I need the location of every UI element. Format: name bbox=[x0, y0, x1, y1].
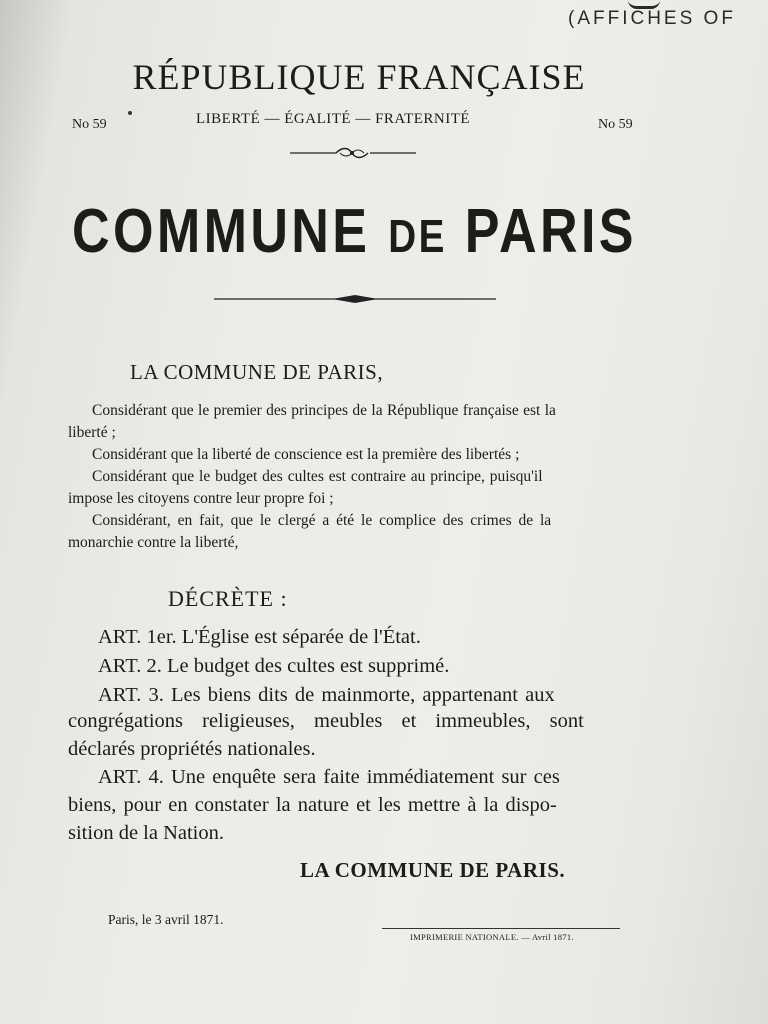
article-line: biens, pour en constater la nature et les mettre à la dispo- bbox=[68, 794, 557, 816]
title-part-paris: PARIS bbox=[464, 197, 637, 266]
poster-number-left: No 59 bbox=[72, 117, 107, 132]
printer-rule bbox=[382, 928, 620, 929]
flourish-ornament bbox=[288, 146, 418, 160]
corner-stamp-text: (AFFICHES OF bbox=[568, 8, 736, 29]
considerant-line: liberté ; bbox=[68, 424, 116, 441]
title-divider bbox=[214, 292, 496, 306]
ink-dot bbox=[128, 111, 132, 115]
article-line: sition de la Nation. bbox=[68, 822, 225, 844]
article-line: congrégations religieuses, meubles et immeubles, sont bbox=[68, 710, 584, 732]
decrete-heading: DÉCRÈTE : bbox=[168, 586, 288, 611]
considerant-line: monarchie contre la liberté, bbox=[68, 534, 239, 551]
preamble-heading: LA COMMUNE DE PARIS, bbox=[130, 360, 384, 384]
printer-line: IMPRIMERIE NATIONALE. — Avril 1871. bbox=[410, 932, 574, 942]
poster-number-right: No 59 bbox=[598, 117, 633, 132]
considerant-line: Considérant que le premier des principes de la République française est la bbox=[92, 402, 556, 419]
republic-heading: RÉPUBLIQUE FRANÇAISE bbox=[132, 57, 586, 97]
considerant-line: impose les citoyens contre leur propre foi ; bbox=[68, 490, 334, 507]
considerant-line: Considérant, en fait, que le clergé a été le complice des crimes de la bbox=[92, 512, 552, 529]
title-part-de: DE bbox=[388, 210, 447, 262]
title-part-commune: COMMUNE bbox=[72, 197, 371, 266]
date-line: Paris, le 3 avril 1871. bbox=[108, 912, 224, 927]
considerant-line: Considérant que le budget des cultes est contraire au principe, puisqu'il bbox=[92, 468, 543, 485]
article-line: ART. 1er. L'Église est séparée de l'État. bbox=[98, 626, 421, 648]
article-line: ART. 3. Les biens dits de mainmorte, appartenant aux bbox=[98, 684, 555, 706]
considerant-line: Considérant que la liberté de conscience est la première des libertés ; bbox=[92, 446, 520, 463]
article-line: ART. 4. Une enquête sera faite immédiatement sur ces bbox=[98, 766, 560, 788]
article-line: ART. 2. Le budget des cultes est supprimé. bbox=[98, 655, 450, 677]
signature: LA COMMUNE DE PARIS. bbox=[300, 858, 566, 882]
motto: LIBERTÉ — ÉGALITÉ — FRATERNITÉ bbox=[196, 111, 471, 127]
article-line: déclarés propriétés nationales. bbox=[68, 738, 316, 760]
commune-title bbox=[72, 196, 637, 267]
